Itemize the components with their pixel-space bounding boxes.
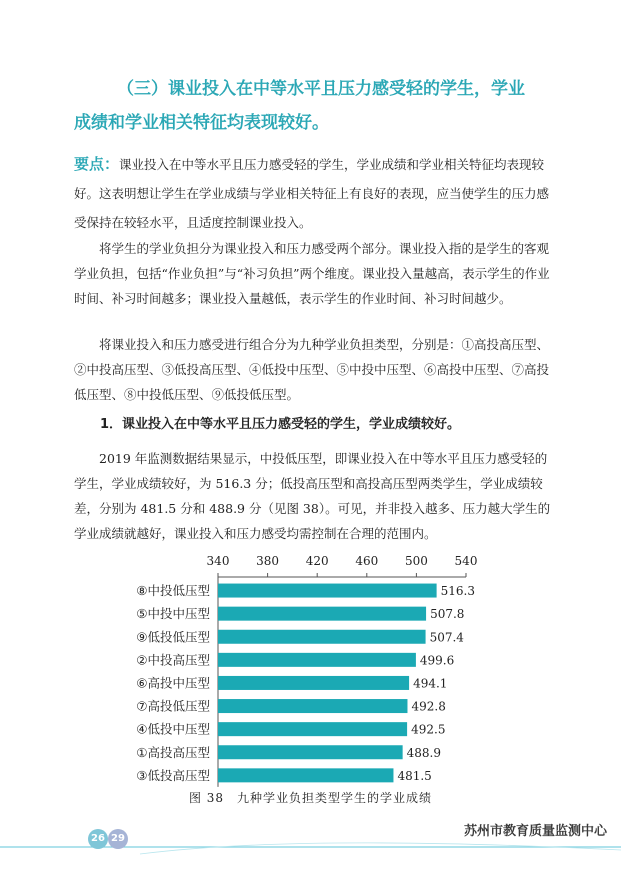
x-tick-label: 380: [256, 554, 280, 568]
value-label: 507.4: [429, 630, 464, 645]
category-label: ⑥高投中压型: [136, 675, 210, 691]
value-label: 488.9: [406, 745, 441, 760]
page-number-left: 26: [88, 829, 108, 849]
x-tick-label: 340: [206, 554, 230, 568]
category-label: ②中投高压型: [136, 652, 210, 668]
bar: [218, 584, 437, 598]
page-number-right: 29: [108, 829, 128, 849]
paragraph-1: 将学生的学业负担分为课业投入和压力感受两个部分。课业投入指的是学生的客观学业负担，包括“作业负担”与“补习负担”两个维度。课业投入量越高，表示学生的作业时间、补习时间越多；课业投入量越低，表示学生的作业时间、补习时间越少。: [74, 241, 550, 306]
value-label: 481.5: [397, 768, 432, 783]
paragraph-3: 2019 年监测数据结果显示，中投低压型，即课业投入在中等水平且压力感受轻的学生，学业成绩较好，为 516.3 分；低投高压型和高投高压型两类学生，学业成绩较差，分别为 481.5 分和 488.9 分（见图 38）。可见，并非投入越多、压力越大学生的学业成绩就越好，课业投入和压力感受均需控制在合理的范围内。: [74, 451, 551, 541]
value-label: 492.5: [411, 722, 446, 737]
bar: [218, 676, 409, 690]
bar: [218, 745, 403, 759]
value-label: 494.1: [413, 676, 448, 691]
value-label: 492.8: [411, 699, 446, 714]
keypoint-label: 要点：: [74, 155, 120, 173]
brand-name: 苏州市教育质量监测中心: [463, 824, 607, 839]
bar: [218, 699, 407, 713]
category-label: ③低投高压型: [136, 767, 210, 783]
x-tick-label: 460: [355, 554, 379, 568]
keypoint-text: 课业投入在中等水平且压力感受轻的学生，学业成绩和学业相关特征均表现较好。这表明想让学生在学业成绩与学业相关特征上有良好的表现，应当使学生的压力感受保持在较轻水平，且适度控制课业投入。: [74, 157, 550, 230]
category-label: ⑤中投中压型: [136, 606, 210, 622]
category-label: ⑧中投低压型: [136, 583, 210, 599]
figure-caption: 图 38 九种学业负担类型学生的学业成绩: [188, 791, 433, 805]
category-label: ①高投高压型: [136, 744, 210, 760]
value-label: 507.8: [430, 607, 465, 622]
x-tick-label: 500: [404, 554, 428, 568]
category-label: ⑨低投低压型: [136, 629, 210, 645]
x-tick-label: 540: [454, 554, 478, 568]
x-tick-label: 420: [305, 554, 329, 568]
category-label: ④低投中压型: [136, 721, 210, 737]
bar: [218, 630, 426, 644]
bar: [218, 722, 407, 736]
subheading: 1．课业投入在中等水平且压力感受轻的学生，学业成绩较好。: [100, 417, 461, 432]
value-label: 499.6: [419, 653, 455, 668]
section-title-line2: 成绩和学业相关特征均表现较好。: [74, 113, 329, 133]
value-label: 516.3: [440, 584, 475, 599]
bar: [218, 768, 393, 782]
section-title-line1: （三）课业投入在中等水平且压力感受轻的学生，学业: [117, 79, 525, 99]
bar: [218, 653, 416, 667]
bar: [218, 607, 426, 621]
category-label: ⑦高投低压型: [136, 698, 210, 714]
paragraph-2: 将课业投入和压力感受进行组合分为九种学业负担类型，分别是：①高投高压型、②中投高压型、③低投高压型、④低投中压型、⑤中投中压型、⑥高投中压型、⑦高投低压型、⑧中投低压型、⑨低投低压型。: [74, 337, 550, 402]
